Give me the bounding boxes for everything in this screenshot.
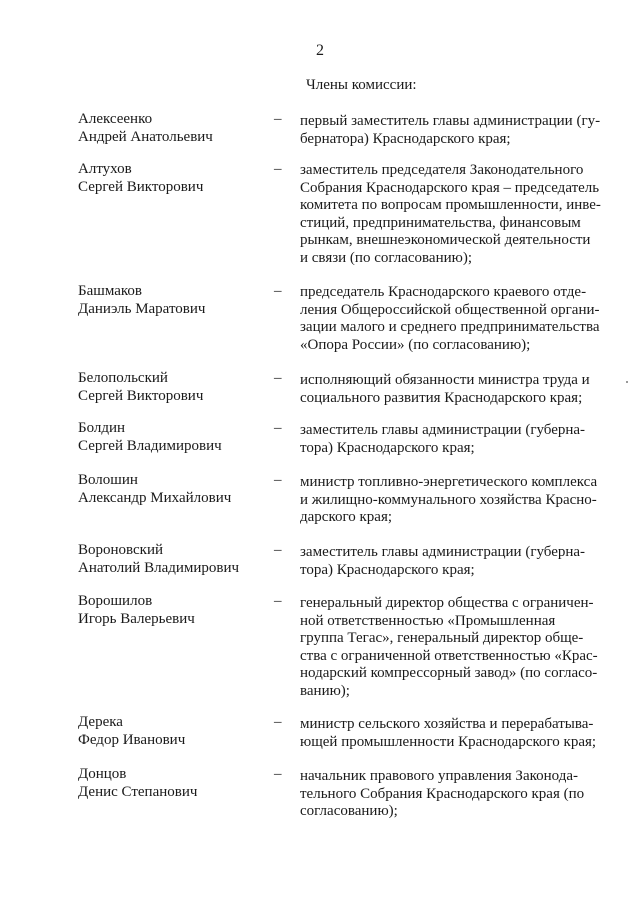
member-position xyxy=(300,544,604,579)
position-line: заместитель главы администрации (губерна- xyxy=(300,544,586,560)
position-line: тора) Краснодарского края; xyxy=(300,561,475,578)
position-line: тельного Собрания Краснодарского края (по xyxy=(300,785,585,802)
surname: Донцов xyxy=(78,766,127,782)
member-name xyxy=(78,471,268,507)
position-line: заместитель председателя Законодательного xyxy=(300,162,584,178)
position-line: согласованию); xyxy=(300,803,398,819)
member-position xyxy=(300,422,604,457)
given-name: Игорь Валерьевич xyxy=(78,611,195,627)
dash-separator: – xyxy=(274,370,282,386)
position-line: зации малого и среднего предпринимательства xyxy=(300,319,600,335)
position-line: министр сельского хозяйства и перерабатыва- xyxy=(300,716,594,732)
dash-separator: – xyxy=(274,420,282,436)
position-line: ления Общероссийской общественной органи- xyxy=(300,301,600,318)
member-name xyxy=(78,160,268,196)
given-name: Федор Иванович xyxy=(78,732,186,748)
position-line: министр топливно-энергетического комплекса xyxy=(300,474,598,490)
position-line: ванию); xyxy=(300,682,350,699)
position-line: «Опора России» (по согласованию); xyxy=(300,336,531,353)
member-name xyxy=(78,282,268,318)
position-line: заместитель главы администрации (губерна- xyxy=(300,422,586,438)
position-line: председатель Краснодарского краевого отде- xyxy=(300,284,587,300)
position-line: исполняющий обязанности министра труда и xyxy=(300,372,590,388)
member-position xyxy=(300,768,604,821)
given-name: Андрей Анатольевич xyxy=(78,129,213,145)
given-name: Денис Степанович xyxy=(78,784,198,800)
dash-separator: – xyxy=(274,161,282,177)
member-position xyxy=(300,474,604,527)
member-name xyxy=(78,110,268,146)
dash-separator: – xyxy=(274,593,282,609)
member-position xyxy=(300,284,604,354)
member-position xyxy=(300,716,604,751)
given-name: Сергей Владимирович xyxy=(78,438,222,454)
position-line: группа Тегас», генеральный директор обще- xyxy=(300,630,584,646)
member-position xyxy=(300,162,604,267)
position-line: и связи (по согласованию); xyxy=(300,249,473,266)
dash-separator: – xyxy=(274,766,282,782)
position-line: рынкам, внешнеэкономической деятельности xyxy=(300,232,591,248)
dash-separator: – xyxy=(274,542,282,558)
position-line: Собрания Краснодарского края – председатель xyxy=(300,179,600,196)
surname: Белопольский xyxy=(78,370,168,386)
dash-separator: – xyxy=(274,714,282,730)
position-line: начальник правового управления Законода- xyxy=(300,768,579,784)
dash-separator: – xyxy=(274,472,282,488)
member-name xyxy=(78,765,268,801)
scan-speck xyxy=(626,381,628,383)
dash-separator: – xyxy=(274,111,282,127)
position-line: и жилищно-коммунального хозяйства Красно- xyxy=(300,491,597,508)
member-name xyxy=(78,369,268,405)
given-name: Сергей Викторович xyxy=(78,388,204,404)
position-line: дарского края; xyxy=(300,509,393,525)
given-name: Александр Михайлович xyxy=(78,490,232,506)
member-position xyxy=(300,372,604,407)
section-heading: Члены комиссии: xyxy=(306,77,417,93)
given-name: Сергей Викторович xyxy=(78,179,204,195)
member-name xyxy=(78,419,268,455)
member-name xyxy=(78,541,268,577)
member-name xyxy=(78,713,268,749)
surname: Волошин xyxy=(78,472,138,488)
position-line: социального развития Краснодарского края; xyxy=(300,389,583,406)
position-line: ства с ограниченной ответственностью «Крас- xyxy=(300,647,598,664)
surname: Вороновский xyxy=(78,542,164,558)
surname: Ворошилов xyxy=(78,593,153,609)
position-line: первый заместитель главы администрации (гу- xyxy=(300,113,601,129)
page-number: 2 xyxy=(316,42,324,59)
member-position xyxy=(300,595,604,700)
position-line: генеральный директор общества с ограничен- xyxy=(300,595,594,611)
surname: Дерека xyxy=(78,714,123,730)
position-line: комитета по вопросам промышленности, инве- xyxy=(300,197,601,213)
member-position xyxy=(300,113,604,148)
surname: Алтухов xyxy=(78,161,132,177)
member-name xyxy=(78,592,268,628)
surname: Болдин xyxy=(78,420,126,436)
position-line: ющей промышленности Краснодарского края; xyxy=(300,733,597,750)
given-name: Анатолий Владимирович xyxy=(78,560,240,576)
surname: Алексеенко xyxy=(78,111,153,127)
given-name: Даниэль Маратович xyxy=(78,301,206,317)
dash-separator: – xyxy=(274,283,282,299)
position-line: стиций, предпринимательства, финансовым xyxy=(300,214,581,231)
position-line: нодарский компрессорный завод» (по согласо- xyxy=(300,665,598,681)
position-line: бернатора) Краснодарского края; xyxy=(300,130,511,147)
position-line: ной ответственностью «Промышленная xyxy=(300,612,556,629)
surname: Башмаков xyxy=(78,283,142,299)
position-line: тора) Краснодарского края; xyxy=(300,439,475,456)
